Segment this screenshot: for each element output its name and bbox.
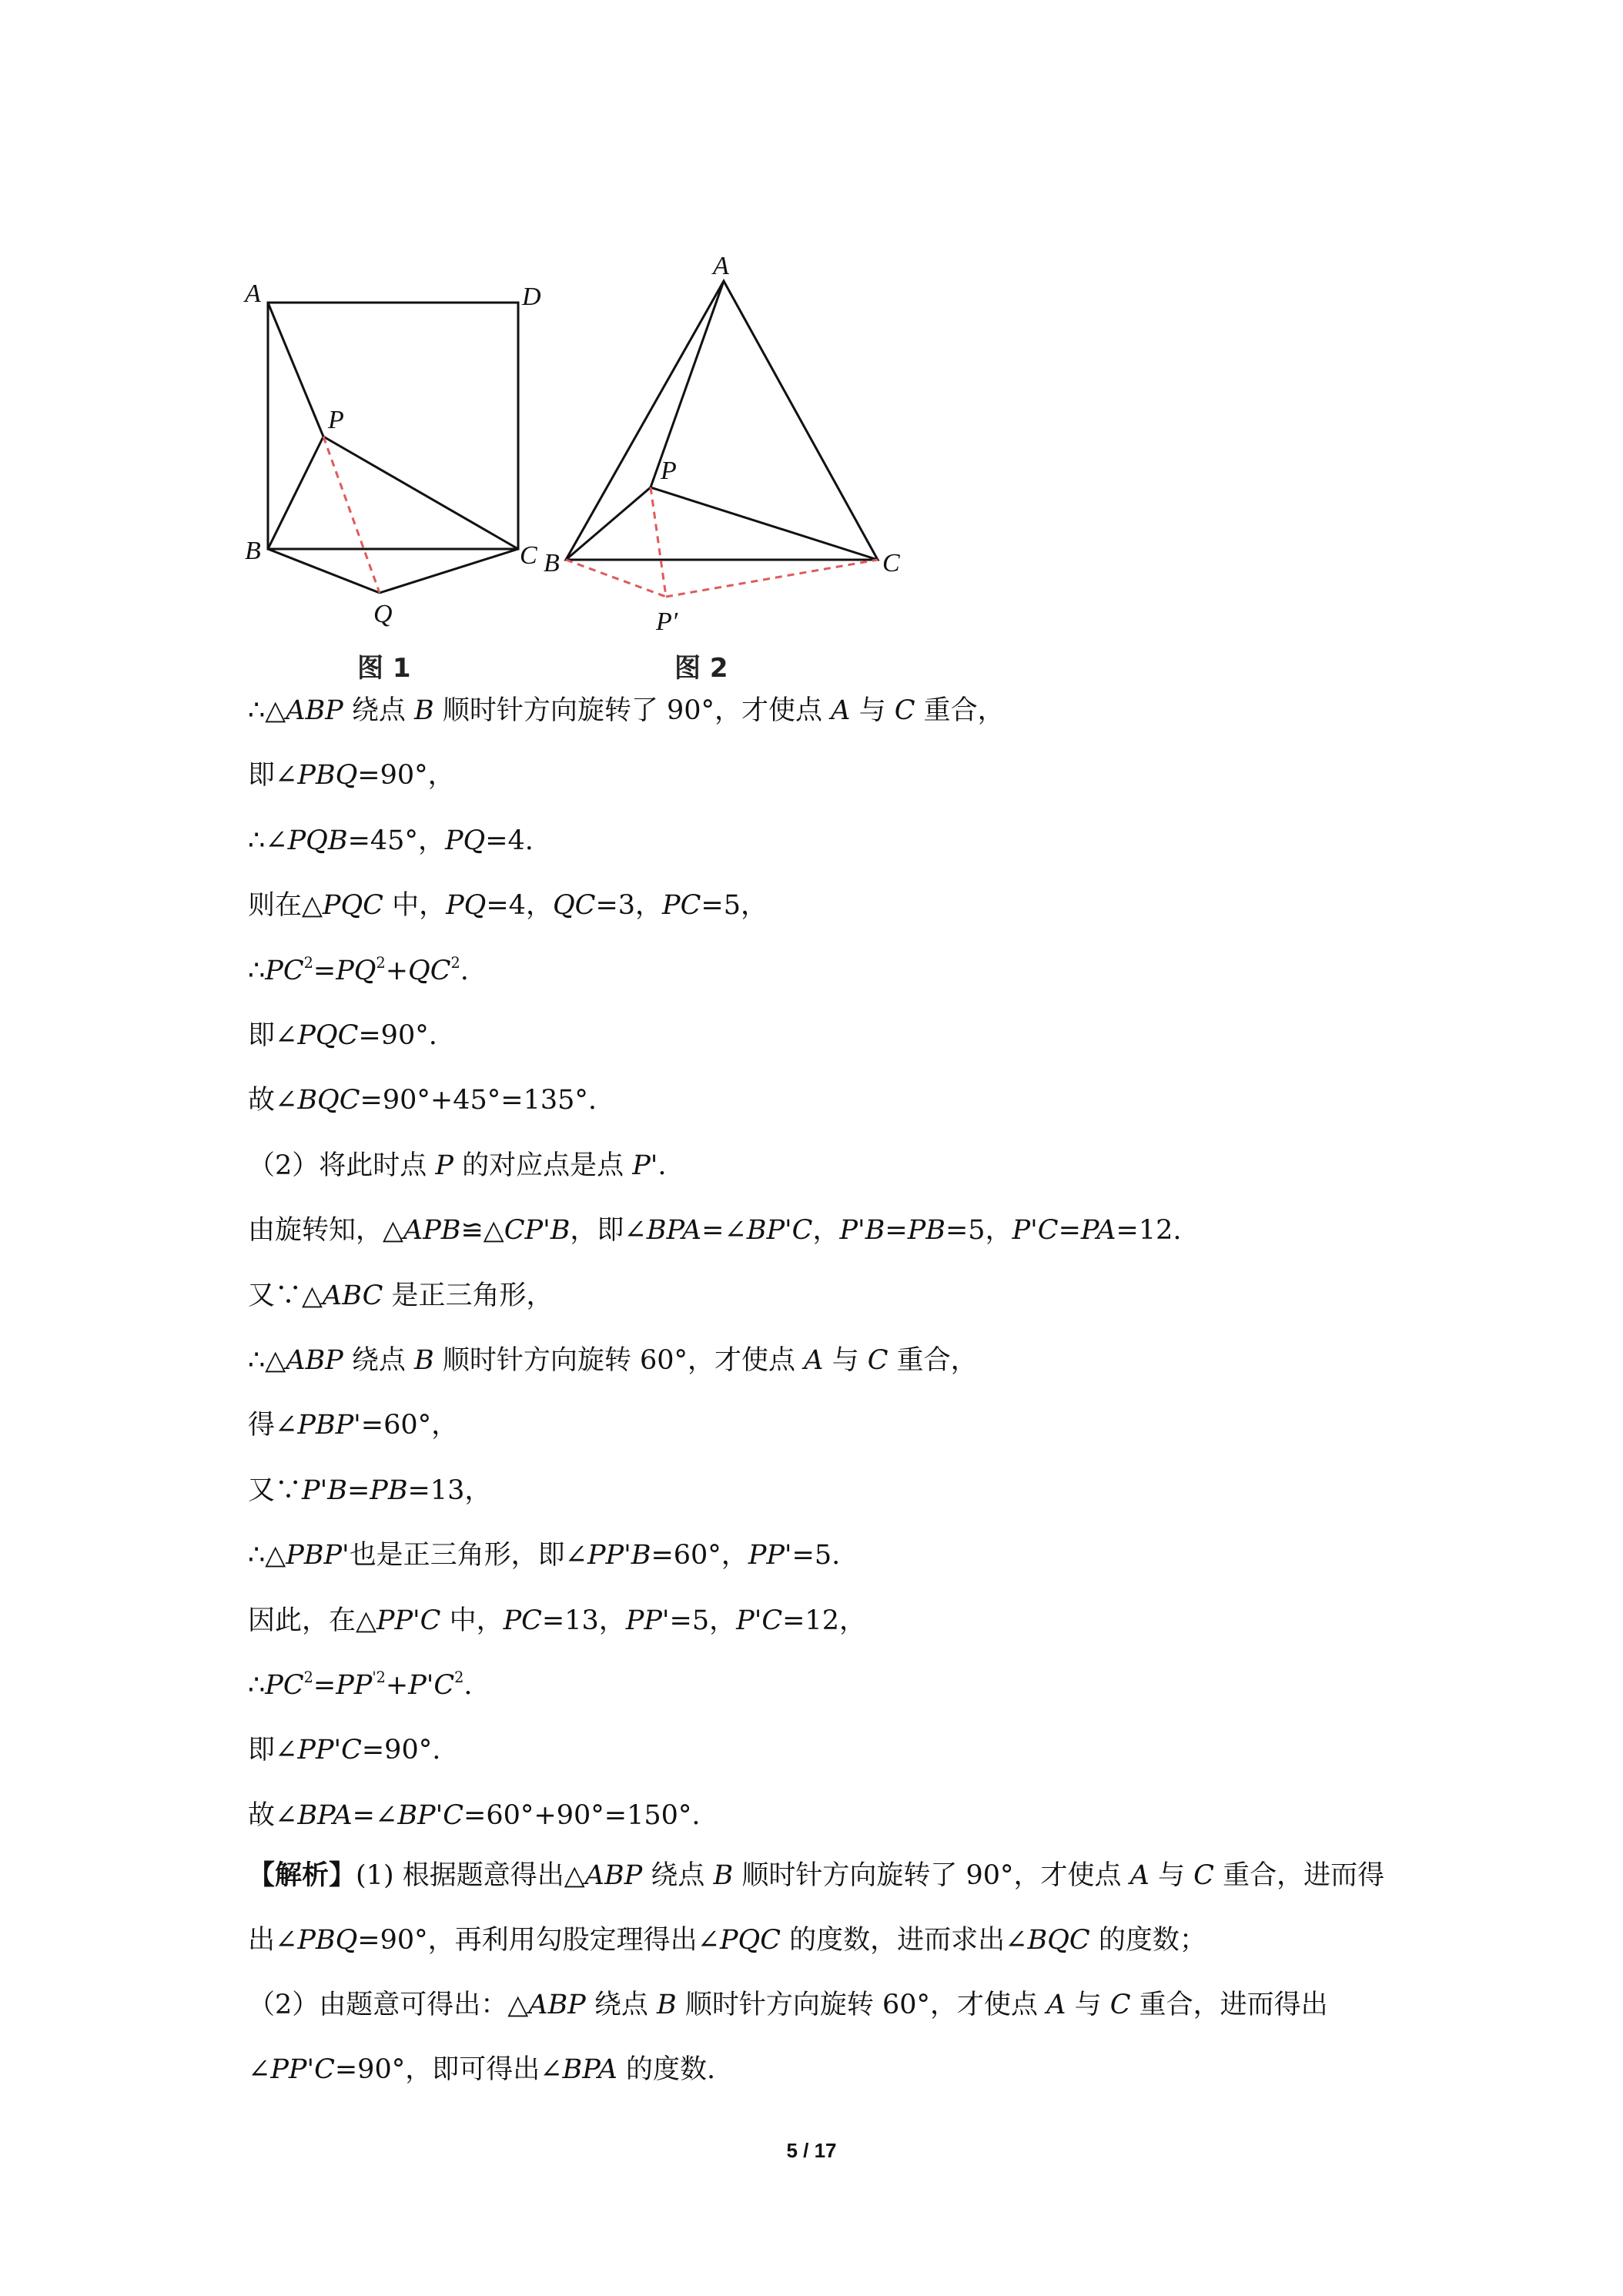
label-c: C [520, 541, 537, 570]
text-segment: A [831, 695, 851, 726]
text-segment: 绕点 [343, 695, 414, 726]
segment-pb [268, 437, 323, 549]
solution-line [248, 1210, 1392, 1250]
text-segment: =60°， [651, 1540, 748, 1571]
text-segment: 绕点 [343, 1345, 414, 1376]
text-segment: PQ [446, 890, 487, 922]
text-segment: CP [504, 1215, 544, 1247]
text-segment: ' [624, 1540, 631, 1571]
text-segment: ABP [286, 1345, 343, 1376]
text-segment: '2 [372, 1668, 386, 1687]
text-segment: QC [408, 955, 451, 986]
label-d: D [522, 283, 541, 311]
text-segment: ' [413, 1605, 420, 1636]
label-a: A [713, 252, 729, 280]
text-segment: ' [1030, 1215, 1038, 1247]
text-segment: =5， [701, 890, 768, 922]
text-segment: 的对应点是点 [453, 1150, 633, 1181]
text-segment: C [761, 1605, 783, 1636]
text-segment: ' [320, 1474, 328, 1506]
text-segment: PQB [287, 825, 348, 856]
page-number: 5 / 17 [786, 2139, 837, 2162]
text-segment: . [460, 955, 469, 986]
text-segment: 又∵ [248, 1474, 303, 1506]
text-segment: =60°+90°=150°. [463, 1799, 701, 1831]
text-segment: 的度数； [1089, 1925, 1206, 1956]
text-segment: 顺时针方向旋转 60°，才使点 [433, 1345, 805, 1376]
solution-line [248, 755, 1392, 795]
text-segment: '=5. [784, 1540, 841, 1571]
solution-line [248, 1796, 1392, 1836]
text-segment: = [885, 1215, 908, 1247]
figure-1-square [268, 303, 518, 593]
text-segment: = [313, 955, 336, 986]
text-segment: 即∠ [248, 1735, 298, 1766]
text-segment: C [433, 1670, 455, 1701]
text-segment: ' [306, 2054, 315, 2085]
text-segment: 即∠ [248, 760, 298, 792]
text-segment: PQC [720, 1925, 781, 1956]
text-segment: =90°. [361, 1735, 441, 1766]
solution-line [248, 1601, 1392, 1641]
text-segment: PQC [322, 890, 383, 922]
text-segment: = [346, 1474, 370, 1506]
solution-line [248, 951, 1392, 991]
text-segment: =90°，再利用勾股定理得出∠ [357, 1925, 720, 1956]
solution-line [248, 1665, 1392, 1705]
text-segment: =3， [595, 890, 663, 922]
text-segment: '=5， [661, 1605, 737, 1636]
text-segment: BPA [562, 2054, 617, 2085]
text-segment: ABC [322, 1280, 383, 1311]
text-segment: 2 [303, 954, 313, 972]
text-segment: APB [403, 1215, 461, 1247]
text-segment: BPA [297, 1799, 353, 1831]
text-segment: P [736, 1605, 755, 1636]
label-p: P [661, 457, 677, 485]
text-segment: BQC [1027, 1925, 1090, 1956]
segment-qc [380, 549, 518, 593]
text-segment: ，即∠ [570, 1215, 647, 1247]
solution-line [248, 691, 1392, 731]
text-segment: PQ [444, 825, 486, 856]
text-segment: ∴△ [248, 1540, 286, 1571]
text-segment: + [385, 955, 409, 986]
text-segment: . [463, 1670, 473, 1701]
text-segment: BQC [297, 1085, 360, 1116]
label-b: B [245, 537, 261, 565]
text-segment: PC [503, 1605, 542, 1636]
segment-bq [268, 549, 380, 593]
text-segment: （2）由题意可得出：△ [248, 1990, 529, 2020]
solution-line [248, 1340, 1392, 1381]
text-segment: C [420, 1605, 441, 1636]
text-segment: P [408, 1670, 427, 1701]
segment-ap [268, 303, 323, 437]
dashed-segment-bp1 [566, 560, 666, 597]
text-segment: =13， [541, 1605, 626, 1636]
text-segment: PP [336, 1670, 373, 1701]
text-segment: P [302, 1474, 320, 1506]
segment-pb [566, 487, 651, 560]
text-segment: 重合， [915, 695, 1005, 726]
text-segment: PBP [286, 1540, 343, 1571]
label-q: Q [373, 600, 393, 628]
text-segment: QC [552, 890, 596, 922]
label-p: P [328, 406, 344, 434]
text-segment: = [313, 1670, 336, 1701]
text-segment: B [657, 1990, 677, 2020]
text-segment: = [1058, 1215, 1081, 1247]
text-segment: PP [625, 1605, 662, 1636]
text-segment: A [1046, 1990, 1066, 2020]
text-segment: 是正三角形， [383, 1280, 554, 1311]
text-segment: PC [662, 890, 701, 922]
text-segment: 顺时针方向旋转了 90°，才使点 [433, 695, 832, 726]
text-segment: 2 [450, 954, 460, 972]
text-segment: 顺时针方向旋转了 90°，才使点 [733, 1860, 1130, 1891]
solution-line [248, 1730, 1392, 1770]
text-segment: ∴△ [248, 695, 286, 726]
text-segment: 顺时针方向旋转 60°，才使点 [676, 1990, 1047, 2020]
dashed-segment-pp1 [651, 487, 666, 597]
text-segment: 重合，进而得出∠ [248, 1860, 1385, 1956]
text-segment: 故∠ [248, 1085, 298, 1116]
solution-line [248, 1535, 1392, 1575]
text-segment: PP [297, 1735, 334, 1766]
text-segment: 则在△ [248, 890, 323, 922]
text-segment: C [1109, 1990, 1131, 2020]
text-segment: 中， [440, 1605, 504, 1636]
text-segment: 2 [303, 1668, 313, 1687]
text-segment: =90°+45°=135°. [360, 1085, 597, 1116]
text-segment: C [1193, 1860, 1214, 1891]
text-segment: B [865, 1215, 885, 1247]
label-c: C [882, 549, 900, 577]
text-segment: ' [858, 1215, 865, 1247]
text-segment: A [1129, 1860, 1149, 1891]
text-segment: PB [370, 1474, 408, 1506]
text-segment: =45°， [347, 825, 445, 856]
text-segment: B [550, 1215, 571, 1247]
text-segment: BP [397, 1799, 436, 1831]
text-segment: C [1037, 1215, 1059, 1247]
text-segment: 的度数，进而求出∠ [781, 1925, 1028, 1956]
text-segment: =90°. [358, 1020, 437, 1051]
text-segment: PC [265, 955, 304, 986]
text-segment: ∴ [248, 1670, 266, 1701]
text-segment: ∴∠ [248, 825, 288, 856]
solution-line [248, 1080, 1392, 1120]
text-segment: ∴△ [248, 1345, 286, 1376]
label-b: B [544, 549, 560, 577]
text-segment: PB [907, 1215, 945, 1247]
text-segment: 得∠ [248, 1410, 298, 1441]
text-segment: PQ [336, 955, 376, 986]
text-segment: + [385, 1670, 409, 1701]
text-segment: 绕点 [642, 1860, 714, 1891]
label-p-prime: P′ [656, 607, 678, 636]
text-segment: ABP [528, 1990, 586, 2020]
text-segment: 2 [376, 954, 386, 972]
text-segment: （2）将此时点 [248, 1150, 436, 1181]
text-segment: A [804, 1345, 824, 1376]
solution-line [248, 1276, 1392, 1316]
dashed-segment-p1c [666, 560, 878, 597]
label-a: A [245, 279, 261, 308]
text-segment: PP [376, 1605, 413, 1636]
solution-line [248, 821, 1392, 861]
text-segment: PBQ [297, 1925, 358, 1956]
text-segment: BP [746, 1215, 785, 1247]
text-segment: 与 [850, 695, 895, 726]
solution-line [248, 1016, 1392, 1056]
text-segment: BPA [646, 1215, 702, 1247]
text-segment: =90°， [357, 760, 455, 792]
text-segment: =12. [1116, 1215, 1182, 1247]
figure-2-caption: 图 2 [674, 653, 728, 684]
segment-pc [323, 437, 518, 549]
triangle-abc [566, 281, 878, 560]
text-segment: P [839, 1215, 858, 1247]
text-segment: B [713, 1860, 734, 1891]
text-segment: ' [754, 1605, 762, 1636]
text-segment: =13， [407, 1474, 492, 1506]
text-segment: 与 [823, 1345, 868, 1376]
text-segment: ' [785, 1215, 792, 1247]
text-segment: 与 [1066, 1990, 1110, 2020]
text-segment: 中， [383, 890, 447, 922]
text-segment: PBQ [297, 760, 358, 792]
text-segment: B [414, 695, 434, 726]
text-segment: ' [435, 1799, 443, 1831]
text-segment: 即∠ [248, 1020, 298, 1051]
solution-line [248, 885, 1392, 925]
text-segment: 与 [1149, 1860, 1194, 1891]
text-segment: 因此，在△ [248, 1605, 376, 1636]
text-segment: ∴ [248, 955, 266, 986]
text-segment: =∠ [352, 1799, 398, 1831]
text-segment: ' [333, 1735, 342, 1766]
text-segment: 故∠ [248, 1799, 298, 1831]
text-segment: B [414, 1345, 434, 1376]
text-segment: =∠ [701, 1215, 747, 1247]
figure-2-triangle [566, 281, 878, 597]
text-segment: 【解析】 [248, 1859, 356, 1891]
text-segment: P [1012, 1215, 1031, 1247]
text-segment: P [632, 1150, 651, 1181]
text-segment: PP [270, 2054, 307, 2085]
text-segment: 2 [454, 1668, 464, 1687]
figure-2-labels [544, 252, 900, 636]
text-segment: =12， [782, 1605, 866, 1636]
dashed-segment-pq [323, 437, 380, 593]
text-segment: ' [426, 1670, 434, 1701]
analysis-paragraph [248, 1973, 1392, 2102]
text-segment: ， [812, 1215, 840, 1247]
text-segment: 重合， [888, 1345, 978, 1376]
text-segment: PC [265, 1670, 304, 1701]
square-abcd [268, 303, 518, 549]
text-segment: =4， [486, 890, 553, 922]
text-segment: =90°，即可得出∠ [334, 2054, 563, 2085]
text-segment: =5， [945, 1215, 1012, 1247]
text-segment: (1) 根据题意得出△ [356, 1860, 585, 1891]
text-segment: C [894, 695, 915, 726]
text-segment: 重合，进而得出∠ [248, 1990, 1328, 2085]
text-segment: C [791, 1215, 813, 1247]
geometry-figures [0, 0, 1623, 693]
text-segment: '. [650, 1150, 667, 1181]
text-segment: C [867, 1345, 888, 1376]
figure-1-labels [243, 279, 541, 628]
text-segment: 又∵△ [248, 1280, 323, 1311]
text-segment: ≌△ [460, 1215, 504, 1247]
text-segment: C [443, 1799, 464, 1831]
text-segment: 的度数. [617, 2054, 716, 2085]
text-segment: B [327, 1474, 347, 1506]
text-segment: ABP [286, 695, 343, 726]
text-segment: B [631, 1540, 651, 1571]
text-segment: '也是正三角形，即∠ [342, 1540, 587, 1571]
text-segment: PA [1080, 1215, 1116, 1247]
text-segment: PQC [297, 1020, 359, 1051]
text-segment: PP [748, 1540, 785, 1571]
text-segment: PP [587, 1540, 624, 1571]
figure-1-caption: 图 1 [357, 653, 411, 684]
text-segment: =4. [485, 825, 534, 856]
text-segment: PBP [297, 1410, 354, 1441]
text-segment: P [435, 1150, 453, 1181]
text-segment: ' [543, 1215, 550, 1247]
text-segment: C [314, 2054, 335, 2085]
text-segment: ABP [584, 1860, 643, 1891]
text-segment: '=60°， [353, 1410, 459, 1441]
solution-line [248, 1405, 1392, 1445]
solution-line [248, 1146, 1392, 1186]
text-segment: 由旋转知，△ [248, 1215, 403, 1247]
analysis-paragraph [248, 1843, 1392, 1973]
solution-line [248, 1471, 1392, 1511]
text-segment: C [341, 1735, 362, 1766]
text-segment: 绕点 [585, 1990, 657, 2020]
